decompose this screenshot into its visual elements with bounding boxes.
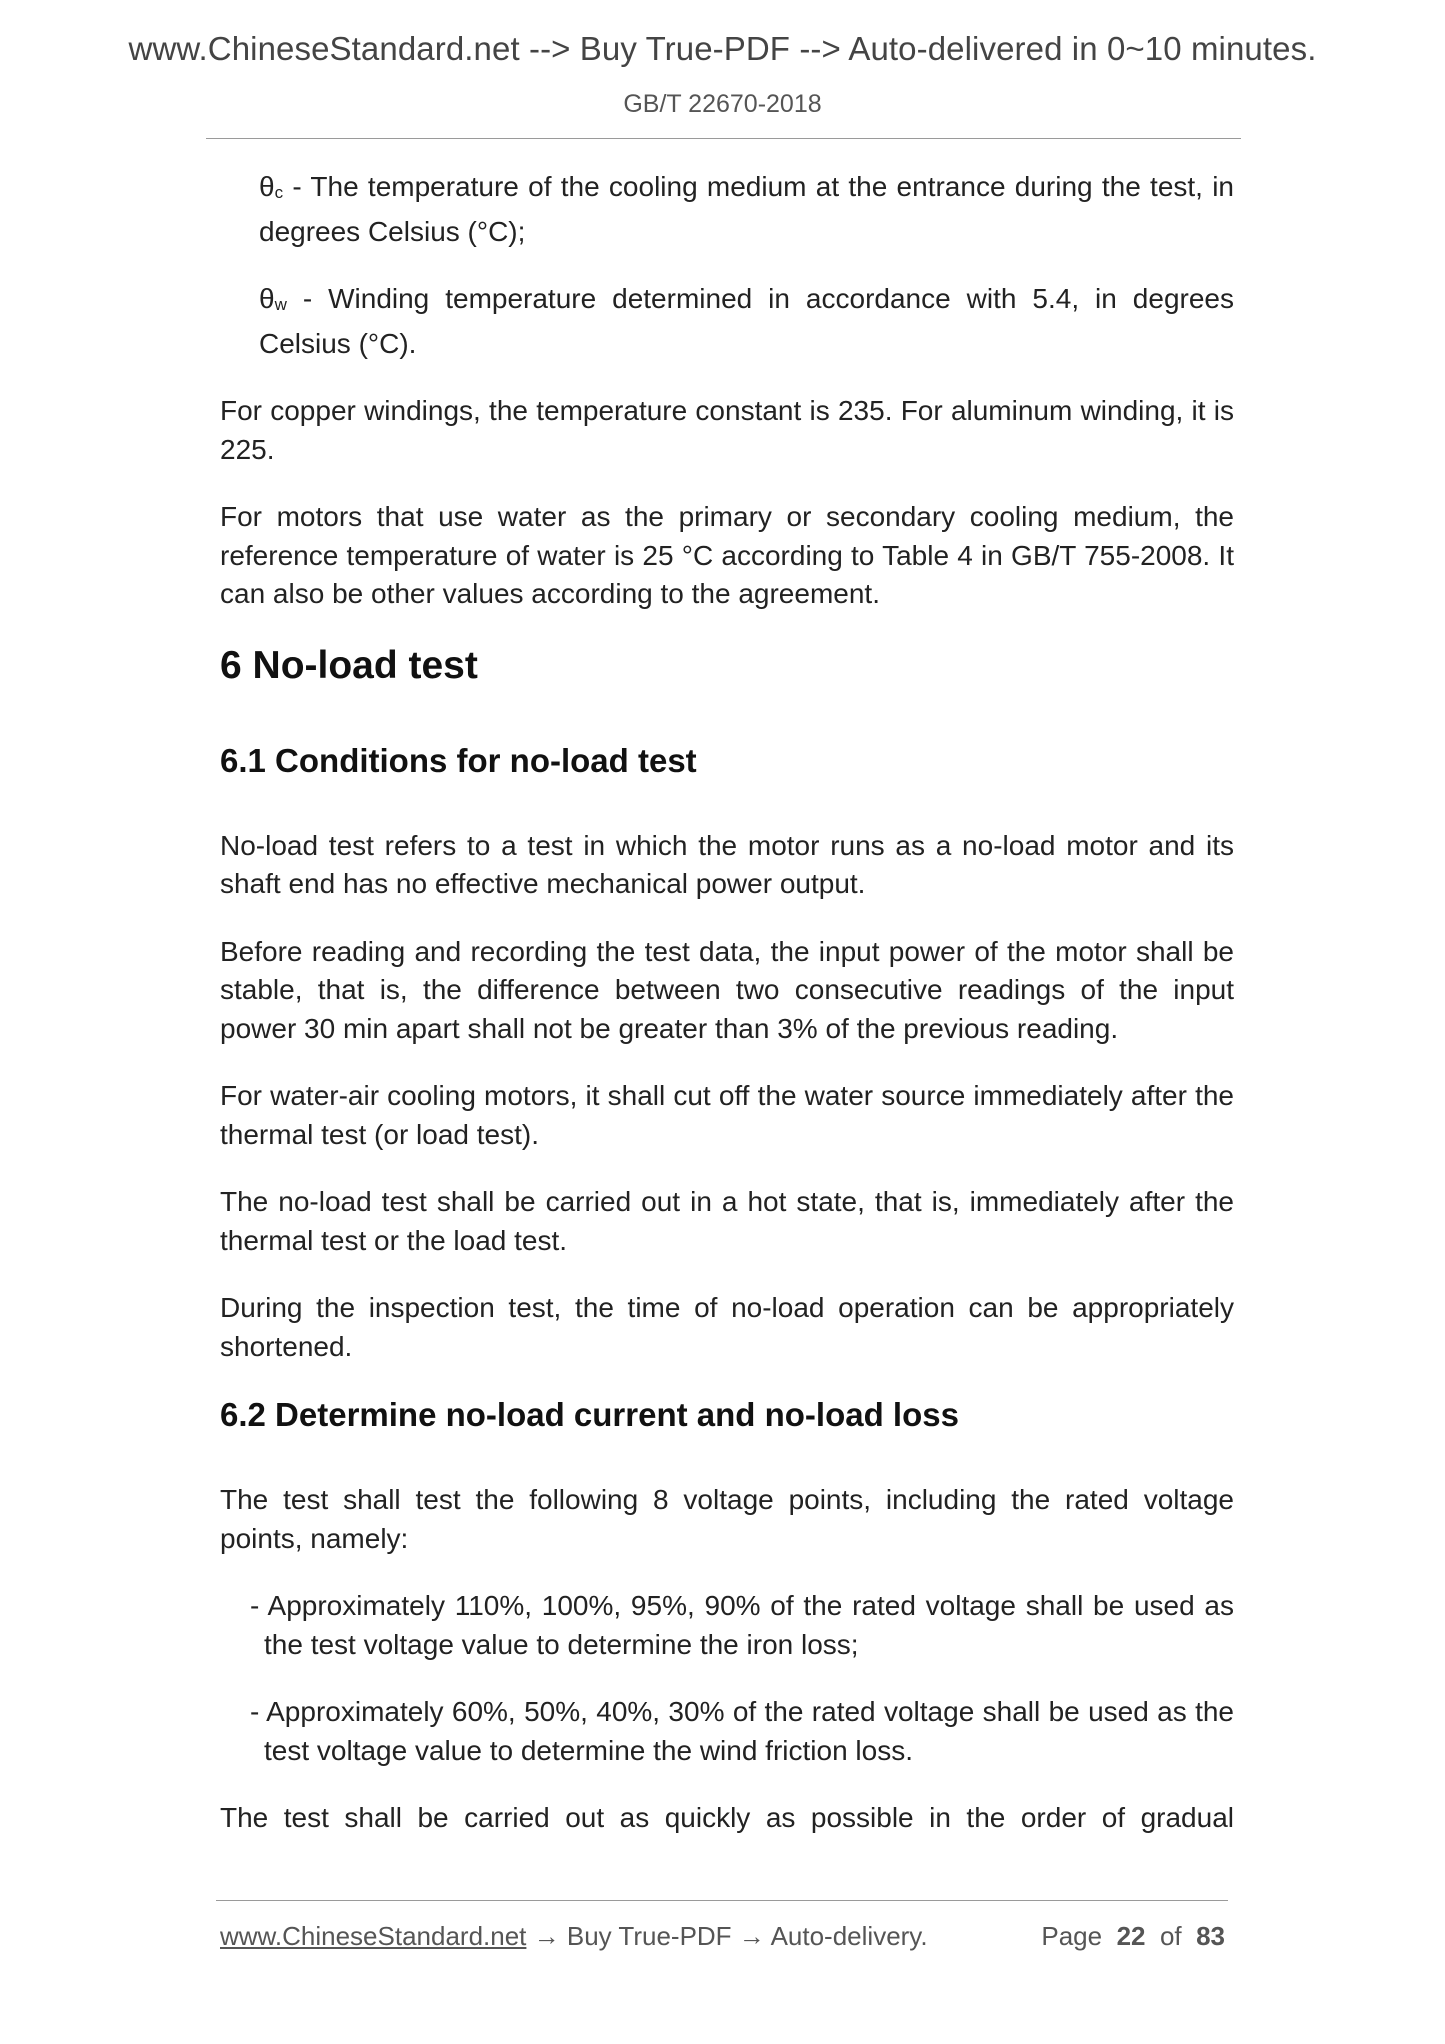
theta-c-symbol: θ (259, 171, 275, 202)
list-item-iron-loss: - Approximately 110%, 100%, 95%, 90% of the rated voltage shall be used as the test voltage value to determine the iron loss; (250, 1590, 1234, 1660)
theta-w-text: - Winding temperature determined in accordance with 5.4, in degrees Celsius (°C). (259, 283, 1234, 359)
paragraph-copper-windings: For copper windings, the temperature constant is 235. For aluminum winding, it is 225. (220, 395, 1234, 465)
document-body (220, 168, 1234, 1867)
paragraph-6-1-inspection: During the inspection test, the time of no-load operation can be appropriately shortened. (220, 1292, 1234, 1362)
standard-code: GB/T 22670-2018 (623, 90, 822, 118)
page-current: 22 (1116, 1921, 1146, 1951)
section-6-2-heading: 6.2 Determine no-load current and no-load loss (220, 1396, 959, 1433)
paragraph-6-2-order: The test shall be carried out as quickly as possible in the order of gradual (220, 1802, 1234, 1833)
header-divider (206, 138, 1241, 139)
list-item-wind-friction-loss: - Approximately 60%, 50%, 40%, 30% of the rated voltage shall be used as the test voltage value to determine the wind friction loss. (250, 1696, 1234, 1766)
footer-delivery-text: → Buy True-PDF → Auto-delivery. (526, 1921, 928, 1951)
theta-w-symbol: θ (259, 283, 275, 314)
page-label: Page (1041, 1921, 1103, 1951)
page-footer (220, 1921, 1225, 1952)
theta-c-subscript: c (274, 183, 284, 202)
footer-divider (216, 1900, 1228, 1901)
theta-c-text: - The temperature of the cooling medium at the entrance during the test, in degrees Celsius (°C); (259, 171, 1234, 247)
top-banner: www.ChineseStandard.net --> Buy True-PDF --> Auto-delivered in 0~10 minutes. (128, 30, 1317, 67)
paragraph-water-cooling: For motors that use water as the primary or secondary cooling medium, the reference temperature of water is 25 °C according to Table 4 in GB/T 755-2008. It can also be other values according to the agreement. (220, 501, 1234, 609)
page-of-label: of (1159, 1921, 1182, 1951)
paragraph-6-2-voltage-points: The test shall test the following 8 voltage points, including the rated voltage points, namely: (220, 1484, 1234, 1554)
paragraph-6-1-definition: No-load test refers to a test in which the motor runs as a no-load motor and its shaft end has no effective mechanical power output. (220, 829, 1234, 899)
paragraph-6-1-hot-state: The no-load test shall be carried out in a hot state, that is, immediately after the thermal test or the load test. (220, 1186, 1234, 1256)
footer-website-link[interactable]: www.ChineseStandard.net (220, 1921, 527, 1951)
paragraph-6-1-stability: Before reading and recording the test data, the input power of the motor shall be stable, that is, the difference between two consecutive readings of the input power 30 min apart shall not be greater than 3% of the previous reading. (220, 935, 1234, 1044)
definition-theta-c (259, 168, 1234, 251)
page-indicator (1041, 1921, 1225, 1952)
paragraph-6-1-water-air: For water-air cooling motors, it shall cut off the water source immediately after the thermal test (or load test). (220, 1080, 1234, 1150)
section-6-1-heading: 6.1 Conditions for no-load test (220, 741, 697, 779)
theta-w-subscript: w (274, 295, 287, 314)
definition-theta-w (259, 280, 1234, 363)
page-total: 83 (1196, 1921, 1225, 1951)
section-6-heading: 6 No-load test (220, 643, 478, 687)
